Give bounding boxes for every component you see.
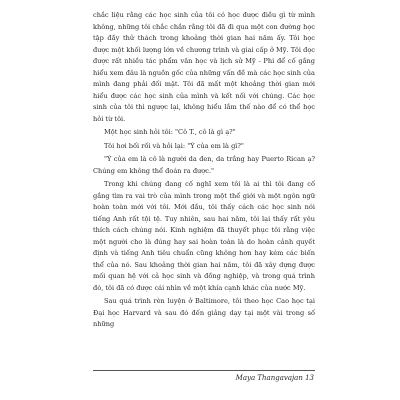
paragraph-harvard: Sau quá trình rèn luyện ở Baltimore, tôi theo học Cao học tại Đại học Harvard và sau đó đến giảng dạy tại một vài trong số những [93,297,315,328]
paragraph-continuation: chắc liệu rằng các học sinh của tôi có học được điều gì từ mình không, những tôi chắc chắn rằng tôi đã đi qua một con đường học tập đầy thử thách trong khoảng thời gian hai năm ấy. Tôi học được một khối lượng lớn về chương trình và giai cấp ở Mỹ. Tôi đọc được rất nhiều tác phẩm văn học và lịch sử Mỹ - Phi để cố gắng hiểu xem đâu là nguồn gốc của những vấn đề mà các học sinh của mình đang phải đối mặt. Tôi đã mất một khoảng thời gian mới hiểu được các học sinh của mình và kết nối với chúng. Các học sinh của tôi thì ngược lại, không hiểu lắm thế nào để có thể học hỏi từ tôi. [93,11,315,123]
running-title: Maya Thangavajan [235,374,303,382]
paragraph-reflection: Trong khi chúng đang cố nghĩ xem tôi là ai thì tôi đang cố gắng tìm ra vai trò của mình trong một thế giới và một ngôn ngữ hoàn toàn mới với tôi. Mới đầu, tôi thấy cách các học sinh nói tiếng Anh rất tội tệ. Tuy nhiên, sau hai năm, tôi lại thấy rất yêu thích cách chúng nói. Kinh nghiệm đã thuyết phục tôi rằng việc một người cho là đúng hay sai hoàn toàn là do hoàn cảnh quyết định và tiếng Anh tiêu chuẩn cũng không hơn hay kém các biến thể của nó. Sau khoảng thời gian hai năm, tôi đã xây dựng được mối quan hệ với cả học sinh và đồng nghiệp, và trong quá trình đó, tôi đã có được cái nhìn về một khía cạnh khác của nước Mỹ. [93,180,315,292]
dialogue-question: Một học sinh hỏi tôi: "Cô T., cô là gì ạ?" [104,128,236,136]
dialogue-reply: Tôi hơi bối rối và hỏi lại: "Ý của em là gì?" [104,141,244,150]
body-text [93,10,315,331]
footer-divider [93,370,315,371]
dialogue-clarification: "Ý của em là cô là người da đen, da trắng hay Puerto Rican ạ? Chúng em không thể đoán ra được." [93,155,315,175]
page-number: 13 [305,374,314,382]
page-footer [236,374,314,382]
